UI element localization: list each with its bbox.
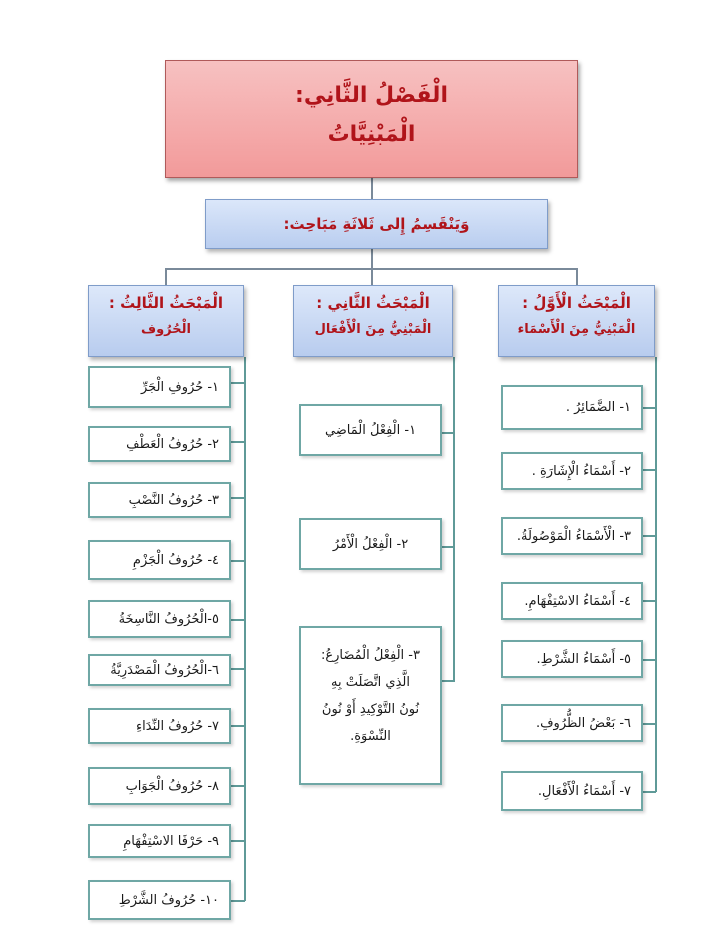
- list-item: ٢- أَسْمَاءُ الْإِشَارَةِ .: [501, 452, 643, 490]
- branch: [643, 407, 656, 409]
- section-1-title: الْمَبْحَثُ الْأَوَّلُ :: [522, 294, 631, 312]
- branch: [231, 441, 245, 443]
- branch: [231, 619, 245, 621]
- section-2-title: الْمَبْحَثُ الثَّانِي :: [316, 294, 430, 312]
- list-item: ٣- حُرُوفُ النَّصْبِ: [88, 482, 231, 518]
- spine-section-1: [655, 357, 657, 792]
- list-item: ٤- حُرُوفُ الْجَزْمِ: [88, 540, 231, 580]
- list-item: ٨- حُرُوفُ الْجَوَابِ: [88, 767, 231, 805]
- list-item: ٤- أَسْمَاءُ الاسْتِفْهَامِ.: [501, 582, 643, 620]
- list-item: ٧- حُرُوفُ النِّدَاءِ: [88, 708, 231, 744]
- list-item: ١- حُرُوفِ الْجَرِّ: [88, 366, 231, 408]
- intro-box: [205, 199, 548, 249]
- section-2-header: [293, 285, 453, 357]
- branch: [231, 725, 245, 727]
- spine-section-2: [453, 357, 455, 682]
- section-3-title: الْمَبْحَثُ الثَّالِثُ :: [108, 294, 224, 312]
- connector-intro-down: [371, 249, 373, 269]
- branch: [231, 497, 245, 499]
- list-item-line: ٣- الْفِعْلُ الْمُضَارِعُ:: [321, 648, 420, 663]
- section-2-subtitle: الْمَبْنِيُّ مِنَ الْأَفْعَال: [314, 322, 432, 337]
- list-item: ٦-الْحُرُوفُ الْمَصْدَرِيَّةُ: [88, 654, 231, 686]
- list-item-line: النِّسْوَةِ.: [350, 729, 391, 744]
- branch: [442, 680, 454, 682]
- branch: [442, 546, 454, 548]
- list-item: ٥- أَسْمَاءُ الشَّرْطِ.: [501, 640, 643, 678]
- list-item: ٩- حَرْفَا الاسْتِفْهَامِ: [88, 824, 231, 858]
- connector-to-section-1: [576, 268, 578, 285]
- list-item: ١- الضَّمَائِرُ .: [501, 385, 643, 430]
- branch: [643, 535, 656, 537]
- branch: [231, 382, 245, 384]
- connector-to-section-3: [165, 268, 167, 285]
- section-1-subtitle: الْمَبْنِيُّ مِنَ الْأَسْمَاء: [517, 322, 636, 337]
- connector-title-to-intro: [371, 178, 373, 199]
- branch: [231, 785, 245, 787]
- branch: [231, 900, 245, 902]
- list-item: ٢- الْفِعْلُ الْأَمْرُ: [299, 518, 442, 570]
- list-item-line: الَّذِي اتَّصَلَتْ بِهِ: [331, 675, 410, 690]
- list-item-line: نُونُ التَّوْكِيدِ أَوْ نُونُ: [321, 702, 420, 717]
- branch: [643, 659, 656, 661]
- branch: [231, 840, 245, 842]
- section-1-header: [498, 285, 655, 357]
- branch: [442, 432, 454, 434]
- branch: [643, 469, 656, 471]
- spine-section-3: [244, 357, 246, 901]
- section-3-header: [88, 285, 244, 357]
- chapter-title-box: [165, 60, 578, 178]
- list-item: ٧- أَسْمَاءُ الْأَفْعَالِ.: [501, 771, 643, 811]
- branch: [643, 600, 656, 602]
- list-item: ٥-الْحُرُوفُ النَّاسِخَةُ: [88, 600, 231, 638]
- list-item: [299, 626, 442, 785]
- branch: [643, 791, 656, 793]
- list-item: ٦- بَعْضُ الظُّرُوفِ.: [501, 704, 643, 742]
- list-item: ١٠- حُرُوفُ الشَّرْطِ: [88, 880, 231, 920]
- section-3-subtitle: الْحُرُوف: [141, 322, 191, 337]
- branch: [231, 668, 245, 670]
- branch: [231, 560, 245, 562]
- chapter-topic: الْمَبْنِيَّاتُ: [327, 122, 416, 147]
- list-item: ٢- حُرُوفُ الْعَطْفِ: [88, 426, 231, 462]
- branch: [643, 723, 656, 725]
- list-item: ٣- الْأَسْمَاءُ الْمَوْصُولَةُ.: [501, 517, 643, 555]
- connector-to-section-2: [371, 268, 373, 285]
- intro-text: وَيَنْقَسِمُ إِلى ثَلاثَةِ مَبَاحِث:: [283, 215, 470, 233]
- chapter-title: الْفَصْلُ الثَّانِي:: [295, 83, 448, 108]
- list-item: ١- الْفِعْلُ الْمَاضِي: [299, 404, 442, 456]
